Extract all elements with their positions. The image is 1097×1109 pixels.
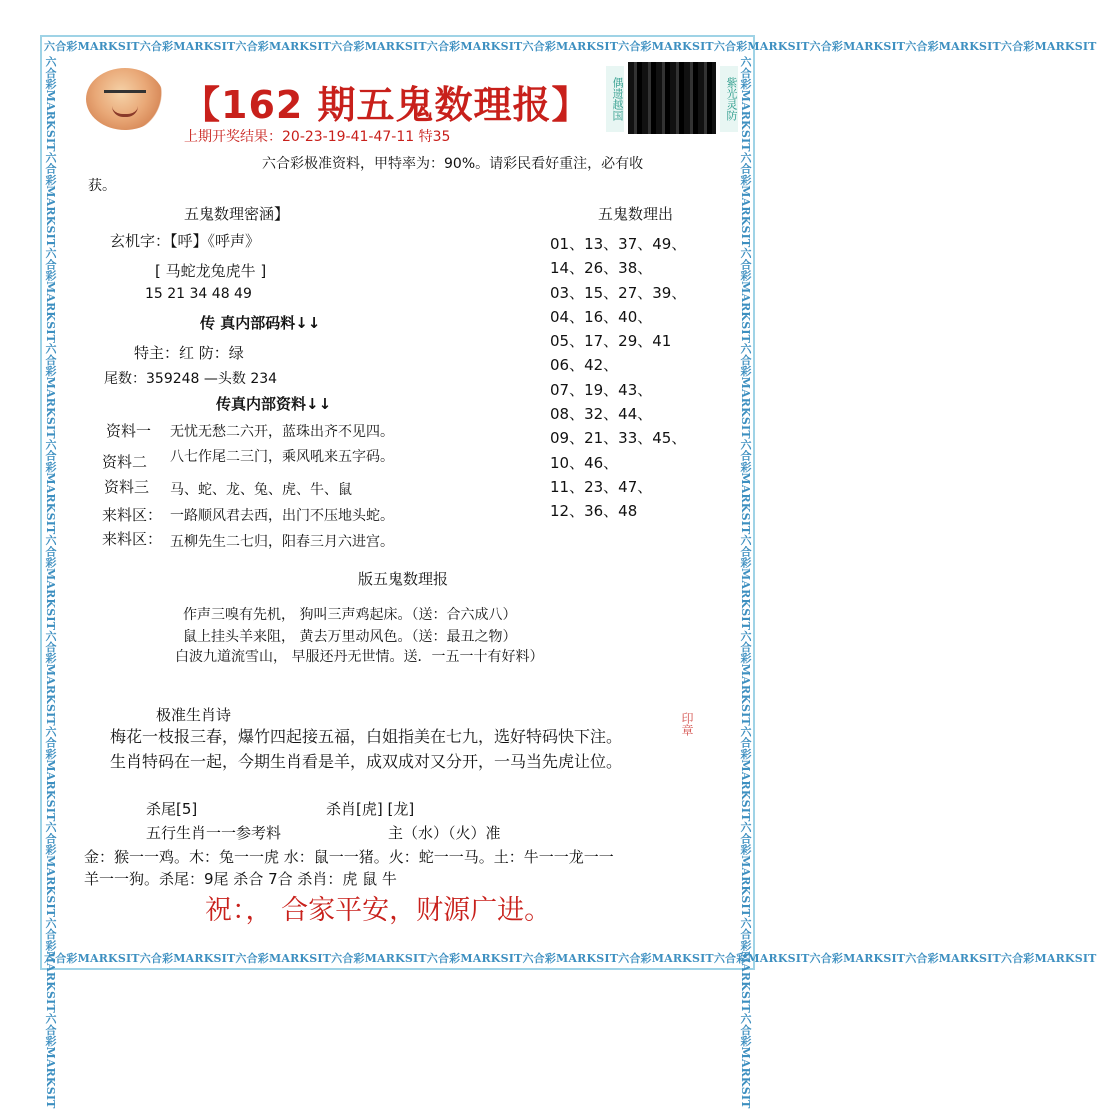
laoliao-label-1: 来料区：: [102, 506, 163, 524]
number-line: 06、42、: [550, 356, 619, 375]
ziliao-label-1: 资料一: [106, 422, 152, 440]
kill-tail: 杀尾[5]: [146, 800, 198, 818]
ziliao-text-3: 马、蛇、龙、兔、虎、牛、鼠: [170, 482, 352, 498]
number-line: 09、21、33、45、: [550, 429, 687, 448]
number-line: 04、16、40、: [550, 307, 653, 326]
laoliao-text-1: 一路顺风君去西，出门不压地头蛇。: [170, 508, 394, 524]
number-line: 01、13、37、49、: [550, 235, 687, 253]
number-line: 10、46、: [550, 453, 619, 472]
wuxing-line-1: 金：猴一一鸡。木：兔一一虎 水：鼠一一猪。火：蛇一一马。土：牛一一龙一一: [84, 848, 614, 866]
left-heading: 五鬼数理密涵】: [184, 205, 290, 223]
number-list: [550, 232, 686, 524]
number-line: 05、17、29、41: [550, 332, 672, 351]
border-strip-top: 六合彩MARKSIT六合彩MARKSIT六合彩MARKSIT六合彩MARKSIT六合彩MARKSIT六合彩MARKSIT六合彩MARKSIT六合彩MARKSIT六合彩MARKSIT六合彩MARKSIT六合彩MARKSIT: [44, 40, 1097, 53]
tezhu-text: 特主：红 防：绿: [134, 344, 244, 362]
poem-heading: 版五鬼数理报: [358, 570, 449, 588]
laoliao-label-2: 来料区：: [102, 530, 163, 548]
number-line: 12、36、48: [550, 502, 638, 521]
last-result: 上期开奖结果：20-23-19-41-47-11 特35: [184, 129, 451, 145]
number-line: 14、26、38、: [550, 259, 653, 278]
zodiac-poem-heading: 极准生肖诗: [156, 706, 232, 724]
border-strip-right: 六合彩MARKSIT六合彩MARKSIT六合彩MARKSIT六合彩MARKSIT六合彩MARKSIT六合彩MARKSIT六合彩MARKSIT六合彩MARKSIT六合彩MARKSIT六合彩MARKSIT六合彩MARKSIT: [739, 56, 752, 1109]
number-set: 15 21 34 48 49: [145, 286, 252, 302]
ziliao-text-2: 八七作尾二三门，乘风吼来五字码。: [170, 449, 394, 465]
laoliao-text-2: 五柳先生二七归，阳春三月六进宫。: [170, 534, 394, 550]
intro-line-1: 六合彩极准资料，甲特率为：90%。请彩民看好重注，必有收: [262, 156, 644, 172]
number-line: 03、15、27、39、: [550, 283, 687, 302]
page-title: 【162 期五鬼数理报】: [182, 83, 591, 127]
qr-side-left: 偶遗越国: [606, 66, 624, 132]
number-line: 07、19、43、: [550, 380, 653, 399]
number-line: 11、23、47、: [550, 477, 653, 496]
border-strip-bottom: 六合彩MARKSIT六合彩MARKSIT六合彩MARKSIT六合彩MARKSIT六合彩MARKSIT六合彩MARKSIT六合彩MARKSIT六合彩MARKSIT六合彩MARKSIT六合彩MARKSIT六合彩MARKSIT: [44, 952, 1097, 965]
wuxing-line-2: 羊一一狗。杀尾：9尾 杀合 7合 杀肖：虎 鼠 牛: [84, 870, 397, 888]
poem-line-3: 白波九道流雪山， 早服还丹无世情。送．一五一十有好料）: [175, 649, 544, 665]
right-heading: 五鬼数理出: [598, 205, 674, 223]
ziliao-text-1: 无忧无愁二六开，蓝珠出齐不见四。: [170, 424, 394, 440]
qr-side-right: 紫光灵防: [720, 66, 738, 132]
border-strip-left: 六合彩MARKSIT六合彩MARKSIT六合彩MARKSIT六合彩MARKSIT六合彩MARKSIT六合彩MARKSIT六合彩MARKSIT六合彩MARKSIT六合彩MARKSIT六合彩MARKSIT六合彩MARKSIT: [44, 56, 57, 1109]
fax-heading-1: 传 真内部码料↓↓: [200, 314, 321, 332]
poem-line-1: 作声三嗅有先机， 狗叫三声鸡起床。（送：合六成八）: [183, 607, 517, 623]
wuxing-title: 五行生肖一一参考料: [146, 824, 282, 842]
xuanji-text: 玄机字：【呼】《呼声》: [110, 232, 261, 250]
zodiac-poem-line-1: 梅花一枝报三春，爆竹四起接五福，白姐指美在七九，选好特码快下注。: [110, 727, 623, 746]
intro-line-2: 获。: [88, 178, 116, 194]
kill-zodiac: 杀肖[虎] [龙]: [326, 800, 415, 818]
poem-line-2: 鼠上挂头羊来阻， 黄去万里动风色。（送：最丑之物）: [183, 629, 517, 645]
qr-block: [606, 62, 742, 134]
ziliao-label-2: 资料二: [102, 453, 148, 471]
fax-heading-2: 传真内部资料↓↓: [216, 395, 332, 413]
weishu-text: 尾数：359248 —头数 234: [104, 371, 278, 387]
blessing: 祝：， 合家平安，财源广进。: [205, 895, 552, 926]
qr-code-icon: [628, 62, 716, 134]
zodiac-poem-line-2: 生肖特码在一起，今期生肖看是羊，成双成对又分开，一马当先虎让位。: [110, 752, 623, 771]
red-stamp: 印章: [680, 712, 694, 736]
number-line: 08、32、44、: [550, 405, 653, 424]
zodiac-set: [ 马蛇龙兔虎牛 ]: [155, 262, 267, 280]
ziliao-label-3: 资料三: [104, 478, 150, 496]
portrait-photo: [86, 68, 164, 130]
main-element: 主（水）（火）准: [388, 824, 501, 842]
